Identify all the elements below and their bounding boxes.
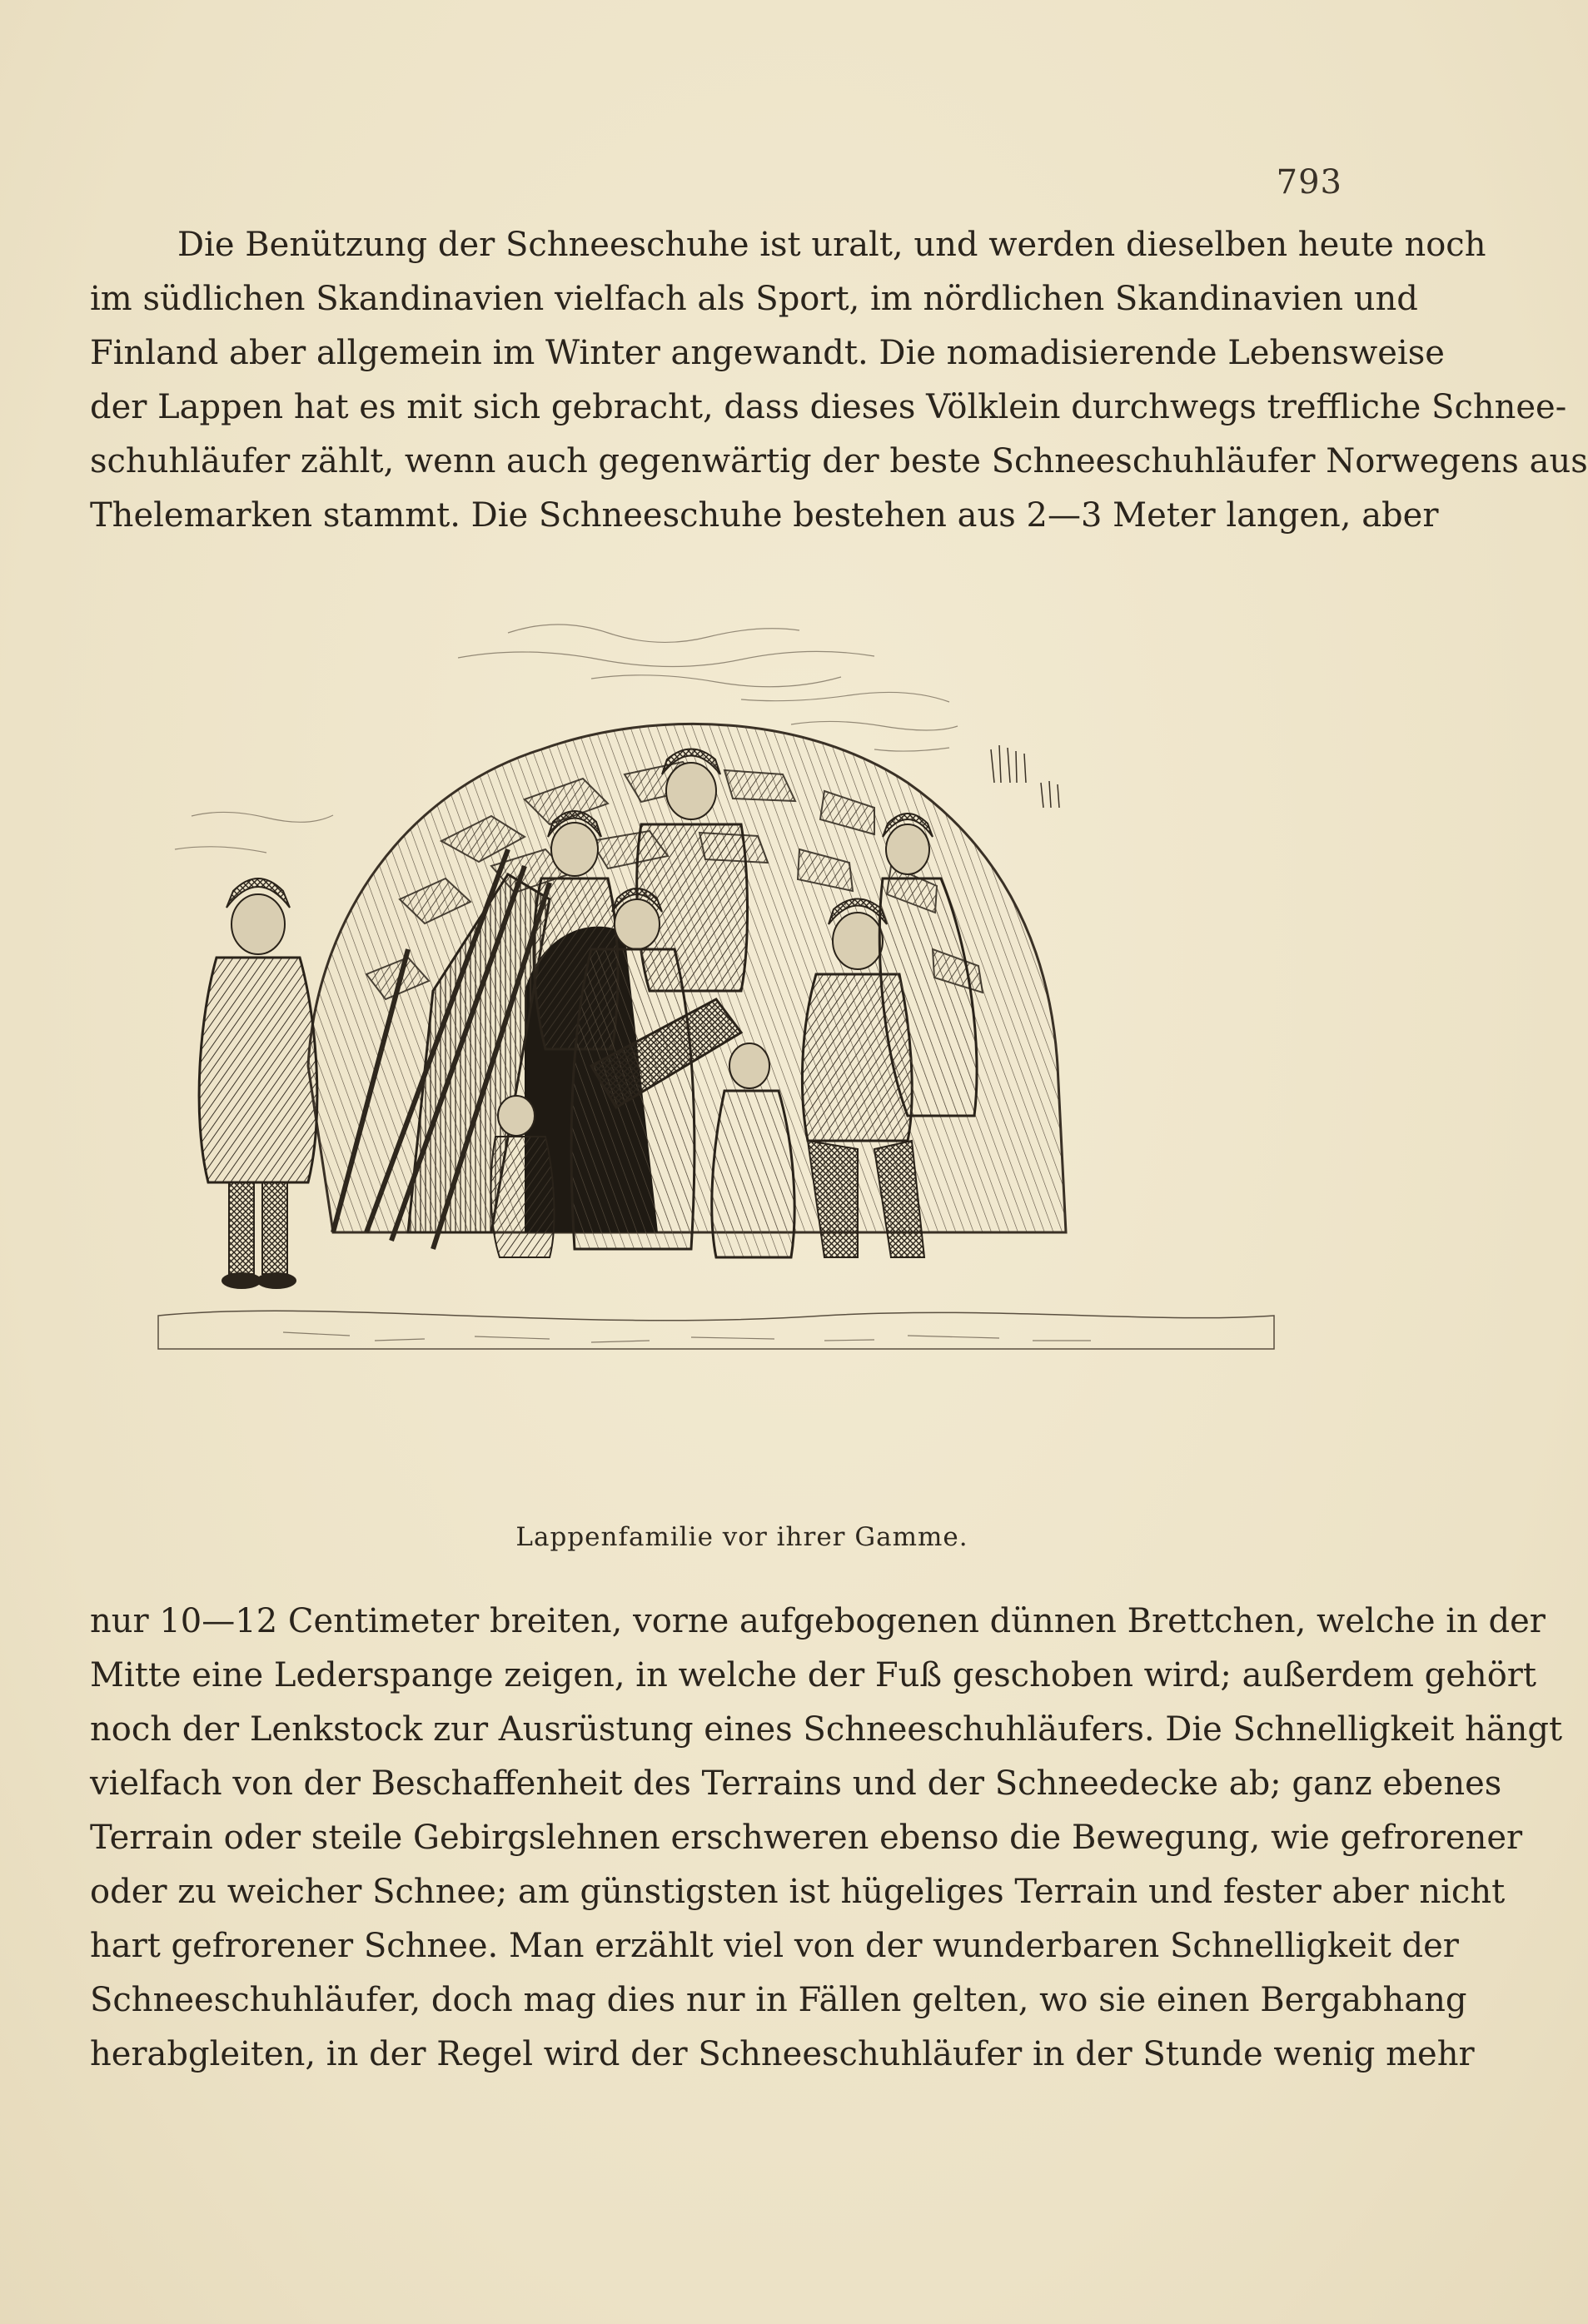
page-number: 793 bbox=[1276, 163, 1342, 202]
text-line: oder zu weicher Schnee; am günstigsten ist hügeliges Terrain und fester aber nicht bbox=[90, 1873, 1506, 1911]
text-line: Thelemarken stammt. Die Schneeschuhe bestehen aus 2—3 Meter langen, aber bbox=[90, 496, 1439, 535]
text-line: vielfach von der Beschaffenheit des Terrains und der Schneedecke ab; ganz ebenes bbox=[90, 1764, 1502, 1803]
figure-standing-man bbox=[199, 878, 317, 1289]
text-line: noch der Lenkstock zur Ausrüstung eines Schneeschuhläufers. Die Schnelligkeit hängt bbox=[90, 1710, 1563, 1749]
text-line: Mitte eine Lederspange zeigen, in welche der Fuß geschoben wird; außerdem gehört bbox=[90, 1656, 1536, 1694]
figure-caption: Lappenfamilie vor ihrer Gamme. bbox=[515, 1522, 968, 1552]
text-line: Finland aber allgemein im Winter angewandt. Die nomadisierende Lebensweise bbox=[90, 334, 1445, 372]
text-line: im südlichen Skandinavien vielfach als Sport, im nördlichen Skandinavien und bbox=[90, 280, 1418, 318]
text-line: schuhläufer zählt, wenn auch gegenwärtig der beste Schneeschuhläufer Norwegens aus bbox=[90, 442, 1588, 480]
text-line: Terrain oder steile Gebirgslehnen erschweren ebenso die Bewegung, wie gefrorener bbox=[90, 1819, 1523, 1857]
engraving-illustration bbox=[158, 600, 1274, 1490]
text-line: nur 10—12 Centimeter breiten, vorne aufgebogenen dünnen Brettchen, welche in der bbox=[90, 1602, 1546, 1640]
text-line: herabgleiten, in der Regel wird der Schneeschuhläufer in der Stunde wenig mehr bbox=[90, 2035, 1475, 2073]
text-line: der Lappen hat es mit sich gebracht, dass dieses Völklein durchwegs treffliche Schnee- bbox=[90, 388, 1567, 426]
text-line: Schneeschuhläufer, doch mag dies nur in Fällen gelten, wo sie einen Bergabhang bbox=[90, 1981, 1467, 2019]
text-line: Die Benützung der Schneeschuhe ist uralt, und werden dieselben heute noch bbox=[177, 226, 1486, 264]
text-line: hart gefrorener Schnee. Man erzählt viel von der wunderbaren Schnelligkeit der bbox=[90, 1927, 1459, 1965]
paragraph-bottom bbox=[90, 1595, 1563, 2082]
paragraph-top bbox=[90, 218, 1588, 543]
